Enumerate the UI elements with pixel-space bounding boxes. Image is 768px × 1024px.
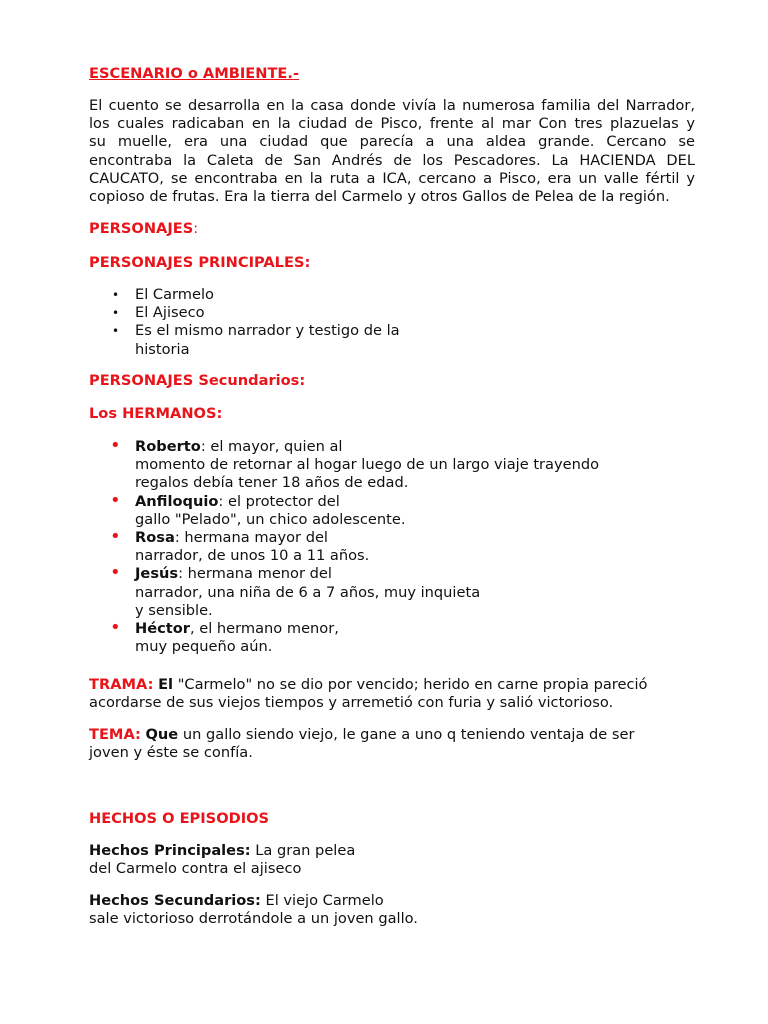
list-item-text: historia bbox=[135, 340, 190, 358]
tema-text: joven y éste se confía. bbox=[89, 744, 253, 762]
personajes-colon: : bbox=[193, 220, 199, 237]
character-desc: : el mayor, quien al bbox=[200, 438, 343, 455]
list-item-text: El Carmelo bbox=[135, 286, 214, 303]
hechos-secundarios-text: sale victorioso derrotándole a un joven gallo. bbox=[89, 910, 418, 928]
section-title-hechos: HECHOS O EPISODIOS bbox=[89, 810, 270, 827]
bullet-icon: • bbox=[112, 306, 120, 321]
principales-list bbox=[89, 286, 400, 359]
trama-paragraph bbox=[89, 676, 695, 712]
list-item-text: Es el mismo narrador y testigo de la bbox=[135, 322, 400, 340]
hermanos-list bbox=[89, 435, 600, 656]
tema-bold-word: Que bbox=[145, 726, 179, 743]
list-item bbox=[89, 435, 600, 493]
bullet-icon: • bbox=[112, 324, 120, 339]
bullet-icon: • bbox=[110, 617, 121, 639]
list-item bbox=[89, 617, 599, 656]
list-item bbox=[89, 489, 599, 529]
character-desc: : hermana menor del bbox=[178, 565, 332, 583]
hechos-secundarios-label: Hechos Secundarios: bbox=[89, 892, 261, 909]
trama-label: TRAMA: bbox=[89, 676, 154, 693]
list-item bbox=[89, 286, 400, 304]
section-title-personajes bbox=[89, 220, 198, 238]
character-desc: muy pequeño aún. bbox=[135, 638, 273, 656]
character-name: Roberto bbox=[135, 438, 201, 455]
bullet-icon: • bbox=[110, 435, 121, 456]
paragraph-line: encontraba la Caleta de San Andrés de los Pescadores. La HACIENDA DEL bbox=[89, 151, 695, 169]
paragraph-line: su muelle, era una ciudad que parecía a una aldea grande. Cercano se bbox=[89, 133, 695, 151]
tema-paragraph bbox=[89, 726, 695, 762]
character-desc: : el protector del bbox=[218, 492, 340, 510]
bullet-icon: • bbox=[110, 489, 121, 511]
section-title-principales: PERSONAJES PRINCIPALES: bbox=[89, 254, 311, 271]
bullet-icon: • bbox=[112, 288, 120, 302]
escenario-paragraph bbox=[89, 97, 695, 206]
trama-text: acordarse de sus viejos tiempos y arremetió con furia y salió victorioso. bbox=[89, 694, 614, 712]
tema-text: un gallo siendo viejo, le gane a uno q teniendo ventaja de ser bbox=[182, 726, 635, 743]
paragraph-line: los cuales radicaban en la ciudad de Pisco, frente al mar Con tres plazuelas y bbox=[89, 115, 695, 133]
character-name: Anfiloquio bbox=[135, 492, 219, 510]
character-name: Jesús bbox=[135, 565, 179, 583]
hechos-principales-text: del Carmelo contra el ajiseco bbox=[89, 860, 302, 878]
character-desc: narrador, una niña de 6 a 7 años, muy inquieta bbox=[135, 583, 481, 601]
character-name: Rosa bbox=[135, 529, 175, 547]
hechos-principales-text: La gran pelea bbox=[255, 842, 356, 859]
section-title-hermanos: Los HERMANOS: bbox=[89, 405, 223, 422]
list-item bbox=[89, 562, 599, 620]
list-item bbox=[89, 322, 400, 358]
trama-bold-word: El bbox=[158, 676, 174, 693]
character-desc: y sensible. bbox=[135, 601, 213, 619]
hechos-principales-label: Hechos Principales: bbox=[89, 842, 251, 859]
character-desc: gallo "Pelado", un chico adolescente. bbox=[135, 510, 406, 528]
character-desc: momento de retornar al hogar luego de un largo viaje trayendo bbox=[135, 456, 600, 474]
list-item bbox=[89, 526, 599, 565]
section-title-secundarios: PERSONAJES Secundarios: bbox=[89, 372, 306, 389]
bullet-icon: • bbox=[110, 526, 121, 548]
hechos-secundarios-text: El viejo Carmelo bbox=[265, 892, 384, 909]
character-desc: narrador, de unos 10 a 11 años. bbox=[135, 547, 370, 565]
trama-text: "Carmelo" no se dio por vencido; herido en carne propia pareció bbox=[177, 676, 648, 693]
character-desc: : hermana mayor del bbox=[174, 529, 328, 547]
character-desc: , el hermano menor, bbox=[189, 620, 339, 638]
paragraph-line: CAUCATO, se encontraba en la ruta a ICA, cercano a Pisco, era un valle fértil y bbox=[89, 169, 695, 187]
hechos-principales bbox=[89, 842, 695, 878]
list-item bbox=[89, 304, 400, 322]
list-item-text: El Ajiseco bbox=[135, 304, 205, 322]
character-name: Héctor bbox=[135, 620, 190, 638]
section-title-escenario: ESCENARIO o AMBIENTE.- bbox=[89, 65, 300, 82]
paragraph-line: El cuento se desarrolla en la casa donde vivía la numerosa familia del Narrador, bbox=[89, 97, 695, 114]
personajes-label: PERSONAJES bbox=[89, 220, 194, 237]
bullet-icon: • bbox=[110, 562, 121, 584]
hechos-secundarios bbox=[89, 892, 695, 928]
paragraph-line: copioso de frutas. Era la tierra del Carmelo y otros Gallos de Pelea de la región. bbox=[89, 188, 670, 206]
tema-label: TEMA: bbox=[89, 726, 141, 743]
character-desc: regalos debía tener 18 años de edad. bbox=[135, 474, 409, 492]
